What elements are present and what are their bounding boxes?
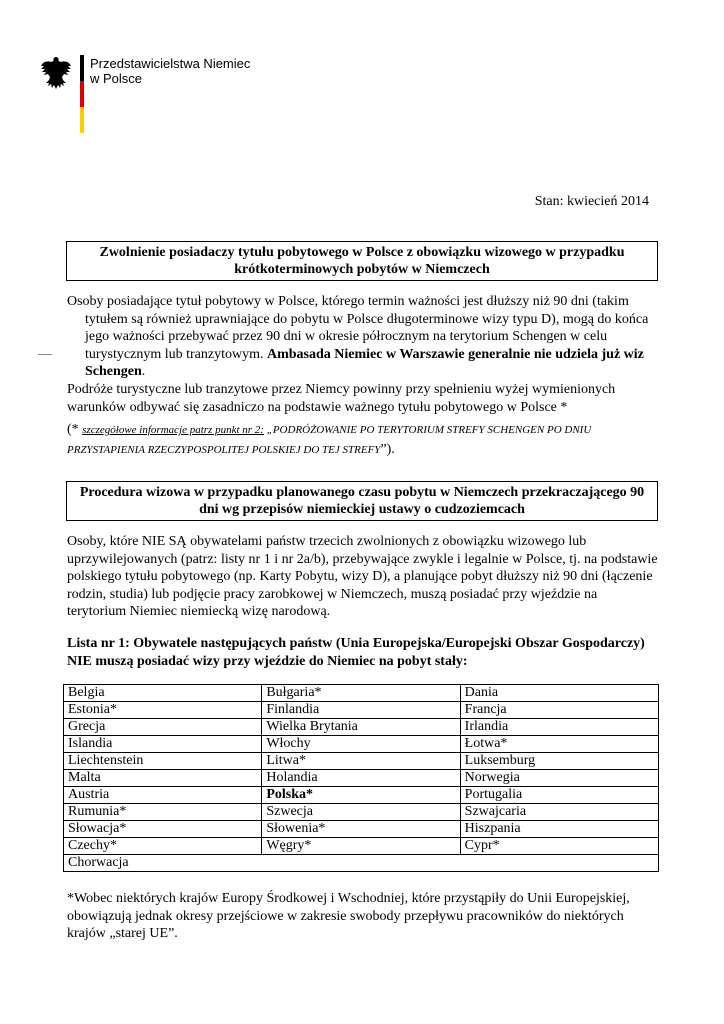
table-cell: Bułgaria*: [262, 685, 460, 702]
para1-text: Osoby posiadające tytuł pobytowy w Polsce, którego termin ważności jest dłuższy niż 90 dni (takim tytułem są również uprawniające do pobytu w Polsce długoterminowe wizy typu D), mogą do końca jego ważności przebywać przez 90 dni w okresie półrocznym na terytorium Schengen w celu turystycznym lub tranzytowym.: [67, 294, 649, 362]
table-cell: Węgry*: [262, 838, 460, 855]
table-cell: Rumunia*: [64, 804, 262, 821]
org-line-2: w Polsce: [90, 71, 143, 86]
note-link[interactable]: szczegółowe informacje patrz punkt nr 2:: [82, 424, 264, 437]
table-cell: Portugalia: [460, 787, 658, 804]
section1-note: [67, 420, 659, 460]
date-line: Stan: kwiecień 2014: [534, 194, 649, 209]
flag-black: [80, 55, 84, 81]
table-row: [64, 753, 659, 770]
table-row: [64, 685, 659, 702]
table-row: [64, 719, 659, 736]
table-cell: Słowacja*: [64, 821, 262, 838]
table-row: [64, 702, 659, 719]
org-line-1: Przedstawicielstwa Niemiec: [90, 56, 251, 71]
table-cell: Dania: [460, 685, 658, 702]
table-row: [64, 838, 659, 855]
table-cell: Belgia: [64, 685, 262, 702]
table-cell: Islandia: [64, 736, 262, 753]
table-cell: Litwa*: [262, 753, 460, 770]
table-cell: Hiszpania: [460, 821, 658, 838]
margin-mark: [38, 354, 52, 355]
countries-table: [63, 684, 659, 872]
table-cell: Luksemburg: [460, 753, 658, 770]
table-row: [64, 787, 659, 804]
table-cell: Irlandia: [460, 719, 658, 736]
flag-gold: [80, 107, 84, 133]
table-row: [64, 821, 659, 838]
para1-bold: Ambasada Niemiec w Warszawie generalnie nie udziela już wiz Schengen: [85, 346, 644, 380]
german-flag-stripe: [80, 55, 84, 133]
section1-body: [67, 293, 659, 460]
table-cell: Łotwa*: [460, 736, 658, 753]
table-cell: Norwegia: [460, 770, 658, 787]
note-open: (*: [67, 422, 83, 438]
flag-red: [80, 81, 84, 107]
table-cell: Finlandia: [262, 702, 460, 719]
table-cell: Włochy: [262, 736, 460, 753]
list1-footnote: *Wobec niektórych krajów Europy Środkowej i Wschodniej, które przystąpiły do Unii Europejskiej, obowiązują jednak okresy przejściowe w zakresie swobody przepływu pracowników do niektórych krajów „starej UE”.: [67, 891, 630, 942]
table-cell: Grecja: [64, 719, 262, 736]
table-cell: Szwajcaria: [460, 804, 658, 821]
section2-paragraph: Osoby, które NIE SĄ obywatelami państw trzecich zwolnionych z obowiązku wizowego lub uprzywilejowanych (patrz: listy nr 1 i nr 2a/b), przebywające zwykle i legalnie w Polsce, tj. na podstawie polskiego tytułu pobytowego (np. Karty Pobytu, wizy D), a planujące pobyt dłuższy niż 90 dni (łączenie rodzin, studia) lub podjęcie pracy zarobkowej w Niemczech, muszą posiadać przy wjeździe na terytorium Niemiec niemiecką wizę narodową.: [67, 534, 658, 620]
table-row: [64, 736, 659, 753]
para1-end: .: [141, 364, 146, 380]
table-cell: Malta: [64, 770, 262, 787]
table-cell: Austria: [64, 787, 262, 804]
table-cell: Cypr*: [460, 838, 658, 855]
section1-paragraph-2: Podróże turystyczne lub tranzytowe przez Niemcy powinny przy spełnieniu wyżej wymienionych warunków odbywać się zasadniczo na podstawie ważnego tytułu pobytowego w Polsce *: [67, 381, 616, 415]
table-cell: Liechtenstein: [64, 753, 262, 770]
table-row: [64, 770, 659, 787]
table-cell: Polska*: [262, 787, 460, 804]
table-cell: Słowenia*: [262, 821, 460, 838]
table-row: [64, 804, 659, 821]
note-text: „PODRÓŻOWANIE PO TERYTORIUM STREFY SCHENGEN PO DNIU PRZYSTAPIENIA RZECZYPOSPOLITEJ POLSKIEJ DO TEJ STREFY: [67, 424, 592, 457]
section1-title: Zwolnienie posiadaczy tytułu pobytowego w Polsce z obowiązku wizowego w przypadku krótkoterminowych pobytów w Niemczech: [66, 241, 658, 281]
section2-title: Procedura wizowa w przypadku planowanego czasu pobytu w Niemczech przekraczającego 90 dni wg przepisów niemieckiej ustawy o cudzoziemcach: [66, 481, 658, 521]
countries-table-body: [64, 685, 659, 872]
table-cell: Francja: [460, 702, 658, 719]
list1-title: Lista nr 1: Obywatele następujących państw (Unia Europejska/Europejski Obszar Gospodarczy) NIE muszą posiadać wizy przy wjeździe do Niemiec na pobyt stały:: [67, 636, 645, 669]
table-cell: Chorwacja: [64, 855, 659, 872]
table-cell: Szwecja: [262, 804, 460, 821]
table-cell: Estonia*: [64, 702, 262, 719]
note-close: ”).: [380, 442, 395, 458]
table-cell: Wielka Brytania: [262, 719, 460, 736]
federal-eagle-icon: [40, 55, 72, 91]
table-cell: Holandia: [262, 770, 460, 787]
table-row: [64, 855, 659, 872]
section1-paragraph-1: [67, 293, 659, 381]
table-cell: Czechy*: [64, 838, 262, 855]
organization-name: [90, 56, 310, 86]
